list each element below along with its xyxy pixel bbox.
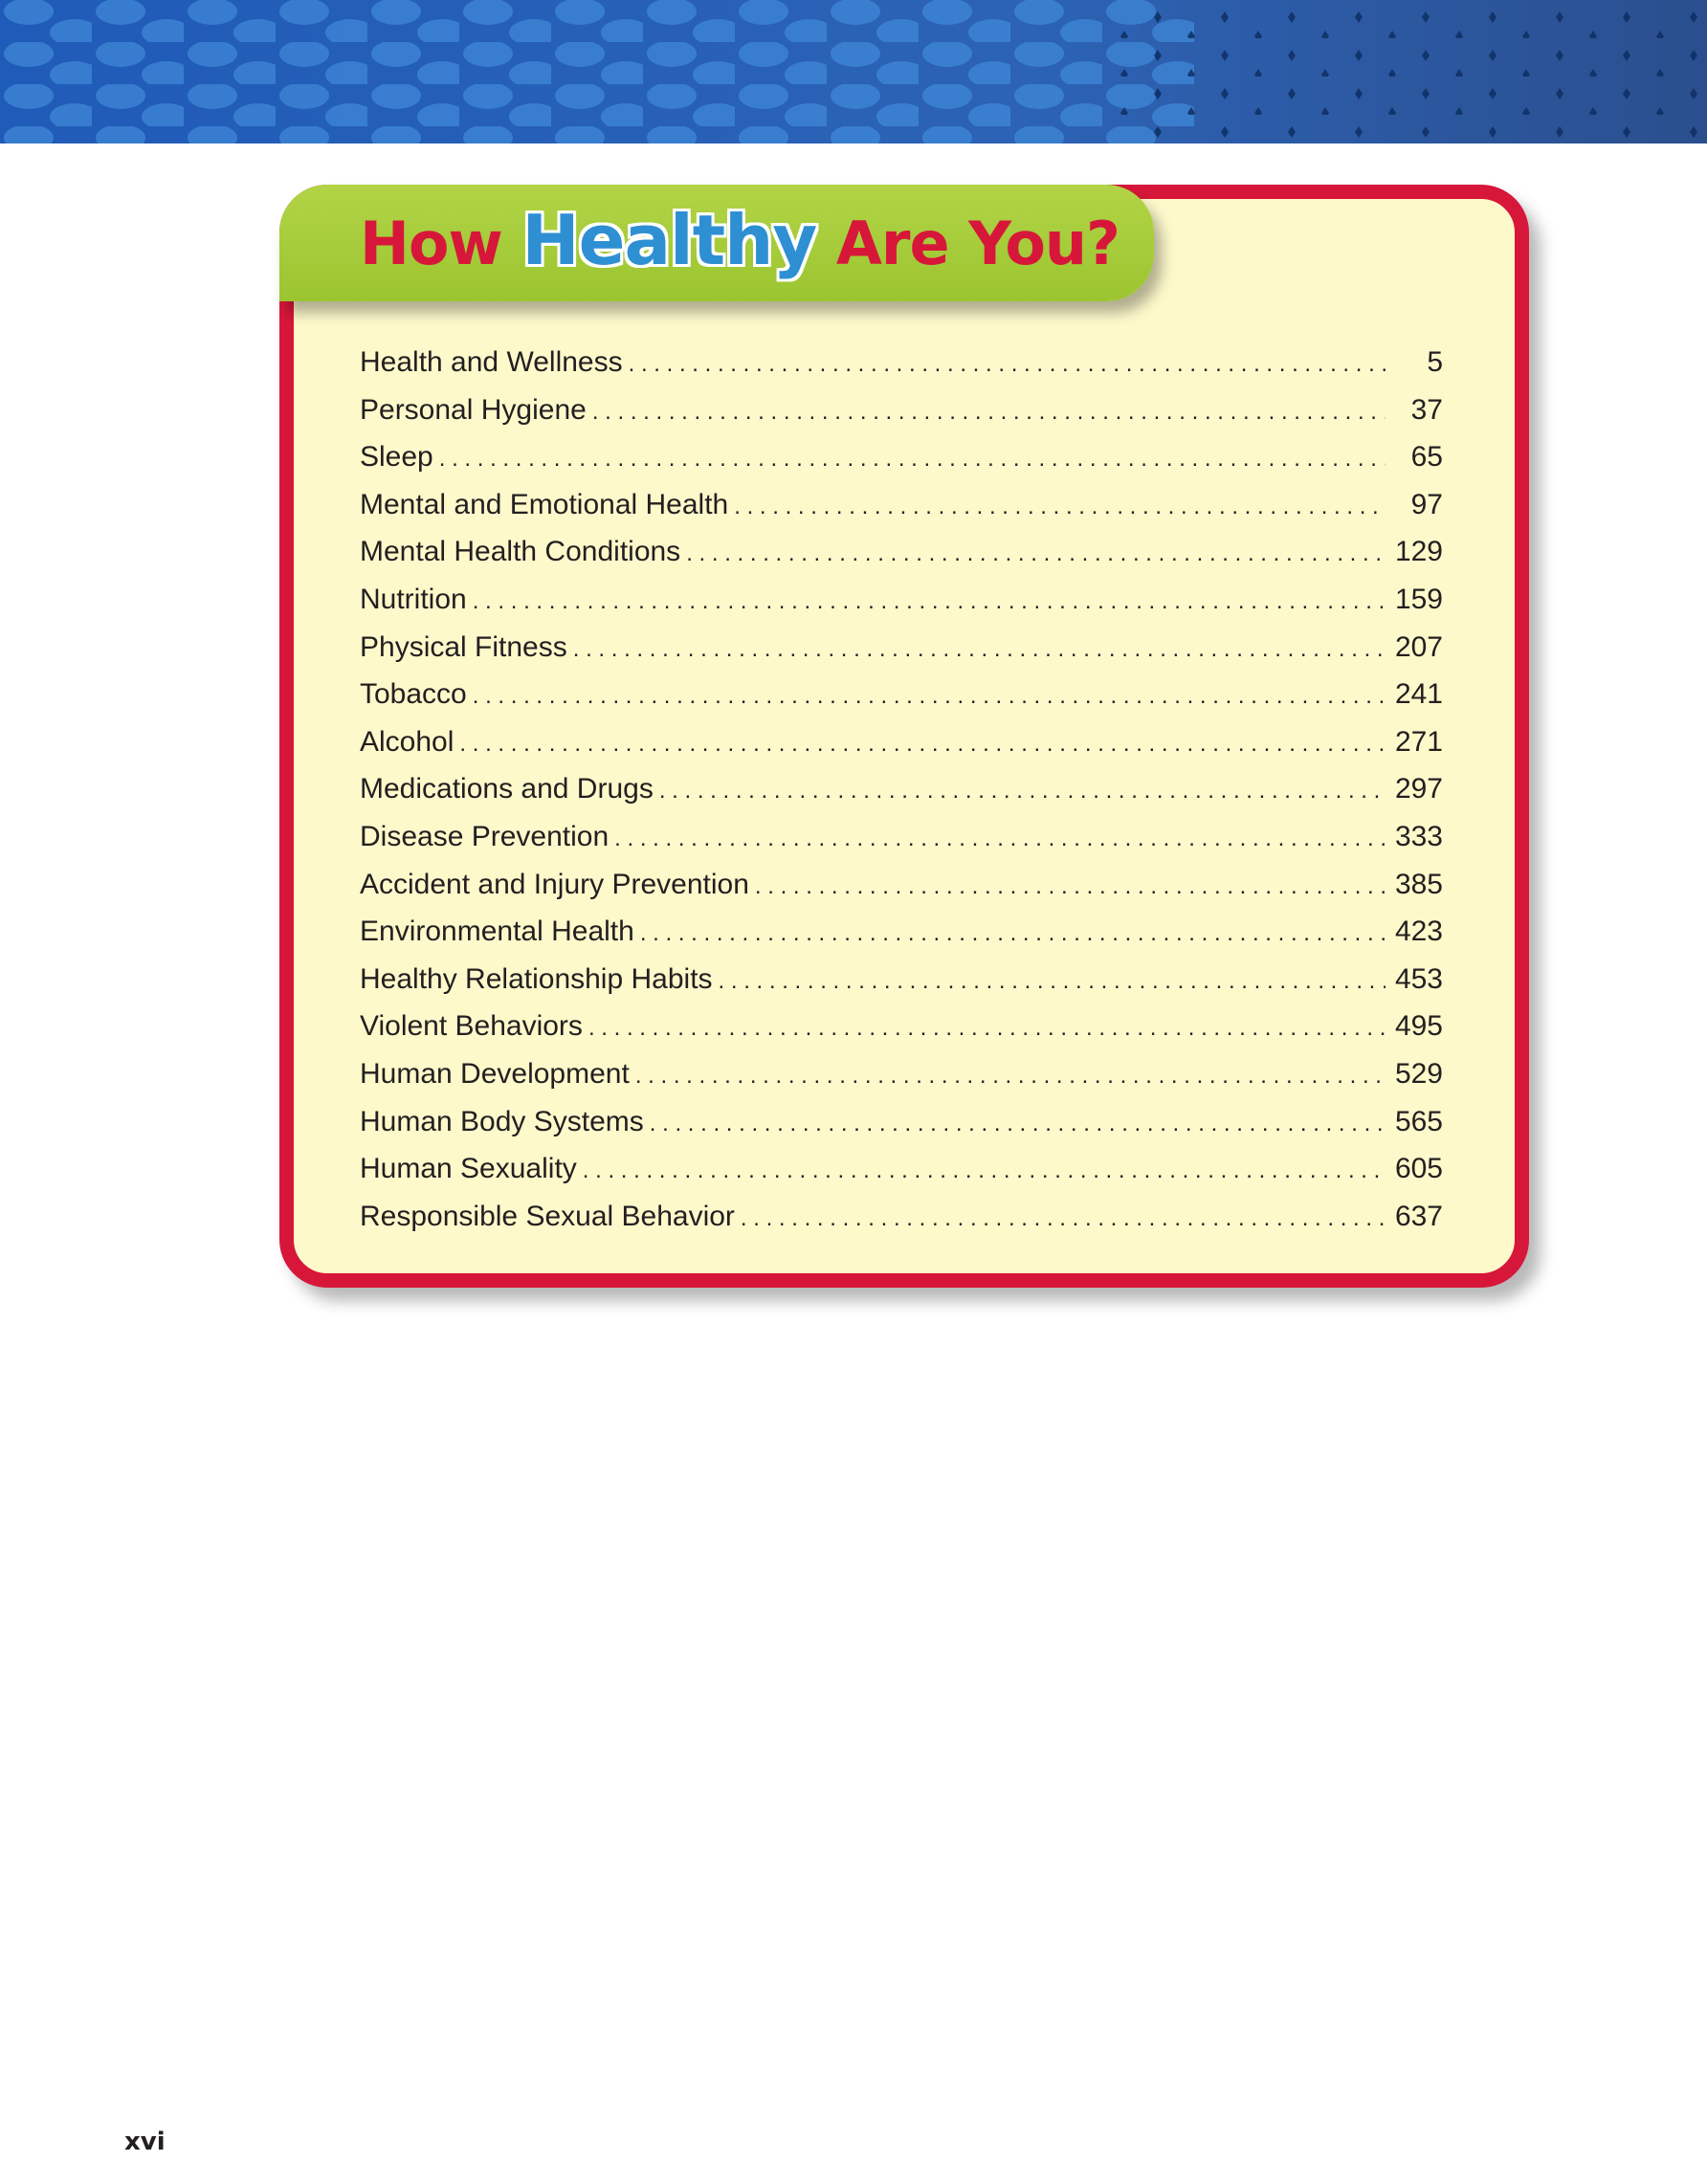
toc-entry-page: 565 — [1394, 1105, 1443, 1137]
toc-entry[interactable] — [360, 1106, 1443, 1154]
leader-dots — [588, 1015, 1386, 1042]
toc-entry[interactable] — [360, 584, 1443, 631]
title-tab — [279, 185, 1154, 301]
leader-dots — [583, 1158, 1386, 1184]
banner-pattern — [0, 0, 1707, 143]
toc-entry[interactable] — [360, 916, 1443, 963]
toc-entry-page: 129 — [1394, 536, 1443, 568]
toc-entry-label: Disease Prevention — [360, 820, 610, 852]
toc-entry-page: 529 — [1394, 1057, 1443, 1090]
leader-dots — [635, 1063, 1386, 1090]
header-banner — [0, 0, 1707, 143]
toc-entry-page: 207 — [1394, 630, 1443, 663]
toc-entry-label: Human Body Systems — [360, 1105, 644, 1137]
leader-dots — [686, 540, 1386, 567]
leader-dots — [741, 1205, 1386, 1232]
toc-entry-page: 605 — [1394, 1153, 1443, 1185]
page-number: xvi — [124, 2128, 166, 2156]
toc-entry[interactable] — [360, 1153, 1443, 1201]
toc-entry-label: Human Development — [360, 1057, 630, 1090]
toc-entry-label: Alcohol — [360, 725, 454, 758]
toc-entry-page: 385 — [1394, 868, 1443, 900]
toc-entry[interactable] — [360, 678, 1443, 726]
toc-entry-label: Mental Health Conditions — [360, 536, 681, 568]
toc-entry-page: 423 — [1394, 916, 1443, 948]
leader-dots — [755, 873, 1386, 900]
leader-dots — [614, 826, 1386, 852]
toc-entry[interactable] — [360, 489, 1443, 537]
toc-entry[interactable] — [360, 631, 1443, 679]
toc-entry-label: Responsible Sexual Behavior — [360, 1200, 735, 1232]
leader-dots — [473, 683, 1386, 710]
toc-entry-page: 159 — [1394, 583, 1443, 615]
toc-entry-page: 97 — [1410, 488, 1443, 520]
leader-dots — [719, 968, 1386, 995]
leader-dots — [640, 920, 1386, 947]
toc-entry-label: Health and Wellness — [360, 346, 623, 378]
toc-entry-page: 5 — [1427, 346, 1443, 378]
toc-entry[interactable] — [360, 394, 1443, 442]
toc-entry-page: 271 — [1394, 725, 1443, 758]
title-part-how: How — [360, 209, 502, 278]
toc-entry-label: Accident and Injury Prevention — [360, 868, 749, 900]
leader-dots — [734, 494, 1386, 520]
toc-entry-label: Human Sexuality — [360, 1153, 577, 1185]
page-title — [360, 202, 1120, 282]
toc-entry[interactable] — [360, 1201, 1443, 1248]
leader-dots — [473, 588, 1386, 615]
toc-entry-label: Personal Hygiene — [360, 393, 587, 426]
toc-entry-label: Sleep — [360, 441, 433, 474]
toc-entry-label: Nutrition — [360, 583, 467, 615]
toc-entry[interactable] — [360, 1010, 1443, 1058]
leader-dots — [659, 778, 1386, 805]
toc-entry[interactable] — [360, 346, 1443, 394]
toc-entry-label: Healthy Relationship Habits — [360, 962, 713, 995]
toc-entry-label: Medications and Drugs — [360, 773, 654, 805]
toc-entry[interactable] — [360, 963, 1443, 1011]
toc-entry[interactable] — [360, 726, 1443, 774]
toc-list — [360, 346, 1443, 1247]
leader-dots — [650, 1111, 1386, 1137]
leader-dots — [592, 399, 1386, 426]
toc-entry-label: Environmental Health — [360, 916, 634, 948]
toc-entry[interactable] — [360, 1058, 1443, 1106]
leader-dots — [573, 636, 1386, 663]
toc-entry-page: 65 — [1410, 441, 1443, 474]
toc-entry[interactable] — [360, 441, 1443, 489]
toc-entry-label: Mental and Emotional Health — [360, 488, 729, 520]
toc-entry-page: 333 — [1394, 820, 1443, 852]
toc-entry-page: 495 — [1394, 1010, 1443, 1043]
toc-entry-label: Physical Fitness — [360, 630, 567, 663]
title-part-are-you: Are You? — [835, 209, 1120, 278]
toc-entry-label: Violent Behaviors — [360, 1010, 583, 1043]
toc-entry[interactable] — [360, 773, 1443, 821]
toc-entry[interactable] — [360, 821, 1443, 869]
leader-dots — [439, 446, 1386, 473]
toc-entry-page: 637 — [1394, 1200, 1443, 1232]
title-part-healthy: Healthy — [521, 200, 817, 280]
toc-entry-page: 241 — [1394, 678, 1443, 711]
leader-dots — [629, 351, 1386, 378]
toc-entry-page: 453 — [1394, 962, 1443, 995]
toc-entry[interactable] — [360, 536, 1443, 584]
leader-dots — [459, 731, 1386, 758]
toc-entry-label: Tobacco — [360, 678, 467, 711]
toc-entry[interactable] — [360, 869, 1443, 916]
toc-entry-page: 297 — [1394, 773, 1443, 805]
toc-entry-page: 37 — [1410, 393, 1443, 426]
